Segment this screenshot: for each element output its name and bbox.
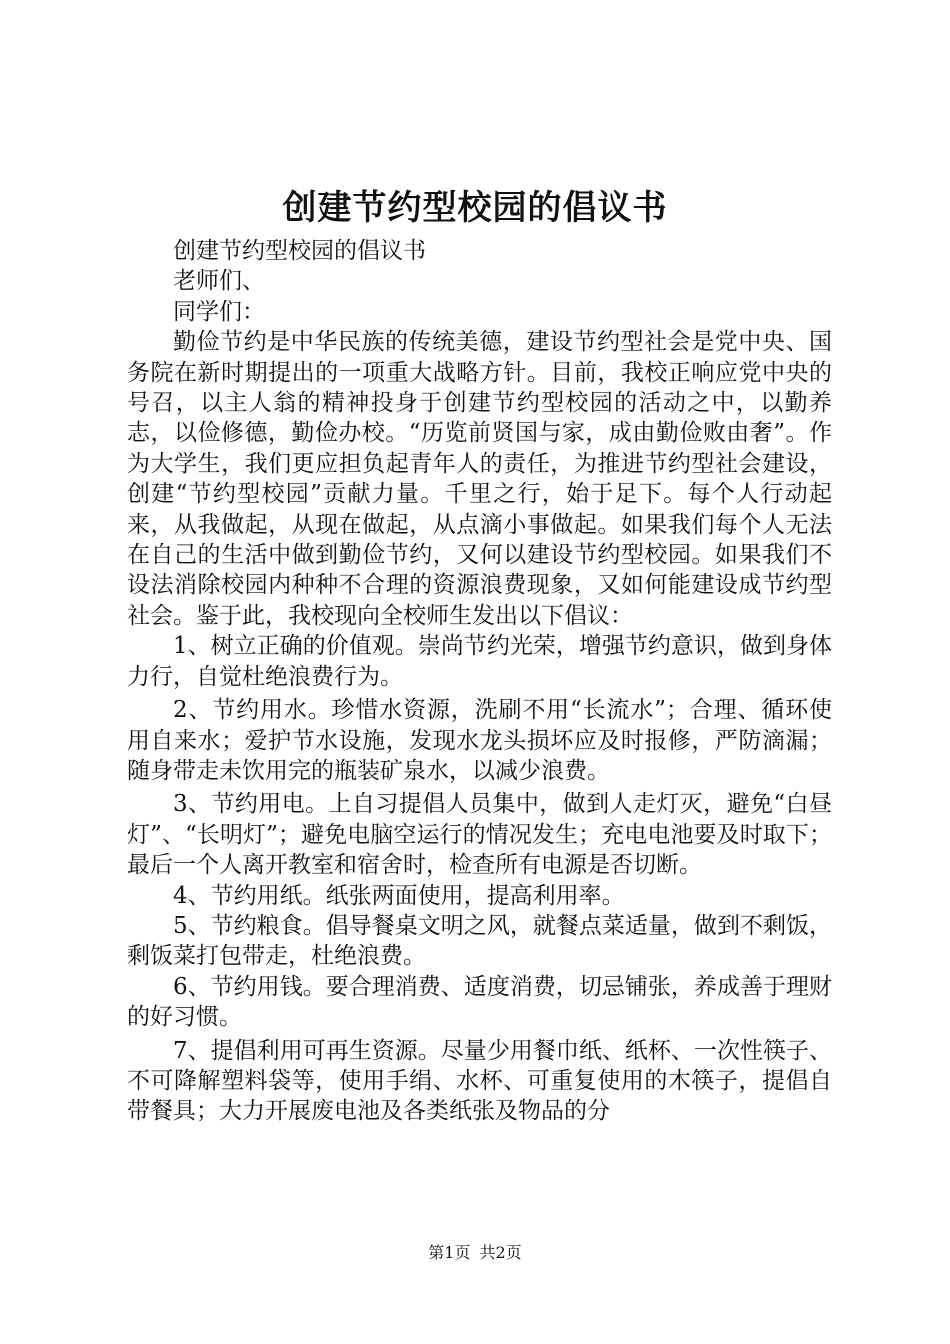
document-body xyxy=(127,236,832,1127)
paragraph-item-6: 6、节约用钱。要合理消费、适度消费，切忌铺张，养成善于理财的好习惯。 xyxy=(127,973,832,1031)
page-footer xyxy=(0,1242,950,1264)
greeting-students: 同学们： xyxy=(173,298,265,325)
paragraph-item-1: 1、树立正确的价值观。崇尚节约光荣，增强节约意识，做到身体力行，自觉杜绝浪费行为。 xyxy=(127,633,832,690)
paragraph-item-4: 4、节约用纸。纸张两面使用，提高利用率。 xyxy=(173,882,625,909)
document-title: 创建节约型校园的倡议书 xyxy=(282,188,668,228)
paragraph-item-2: 2、节约用水。珍惜水资源，洗刷不用“长流水”；合理、循环使用自来水；爱护节水设施，发现水龙头损坏应及时报修，严防滴漏；随身带走未饮用完的瓶装矿泉水，以减少浪费。 xyxy=(127,697,832,784)
paragraph-intro: 勤俭节约是中华民族的传统美德，建设节约型社会是党中央、国务院在新时期提出的一项重大战略方针。目前，我校正响应党中央的号召，以主人翁的精神投身于创建节约型校园的活动之中，以勤养志，以俭修德，勤俭办校。“历览前贤国与家，成由勤俭败由奢”。作为大学生，我们更应担负起青年人的责任，为推进节约型社会建设，创建“节约型校园”贡献力量。千里之行，始于足下。每个人行动起来，从我做起，从现在做起，从点滴小事做起。如果我们每个人无法在自己的生活中做到勤俭节约，又何以建设节约型校园。如果我们不设法消除校园内种种不合理的资源浪费现象，又如何能建设成节约型社会。鉴于此，我校现向全校师生发出以下倡议： xyxy=(127,329,832,629)
current-page-label: 第1页 xyxy=(428,1243,471,1262)
subtitle-line: 创建节约型校园的倡议书 xyxy=(173,238,426,264)
paragraph-item-5: 5、节约粮食。倡导餐桌文明之风，就餐点菜适量，做到不剩饭，剩饭菜打包带走，杜绝浪费。 xyxy=(127,912,832,970)
total-pages-label: 共2页 xyxy=(479,1243,522,1262)
paragraph-item-7: 7、提倡利用可再生资源。尽量少用餐巾纸、纸杯、一次性筷子、不可降解塑料袋等，使用手绢、水杯、可重复使用的木筷子，提倡自带餐具；大力开展废电池及各类纸张及物品的分 xyxy=(127,1037,832,1125)
paragraph-item-3: 3、节约用电。上自习提倡人员集中，做到人走灯灭，避免“白昼灯”、“长明灯”；避免电脑空运行的情况发生；充电电池要及时取下；最后一个人离开教室和宿舍时，检查所有电源是否切断。 xyxy=(127,791,832,879)
greeting-teachers: 老师们、 xyxy=(173,268,265,295)
